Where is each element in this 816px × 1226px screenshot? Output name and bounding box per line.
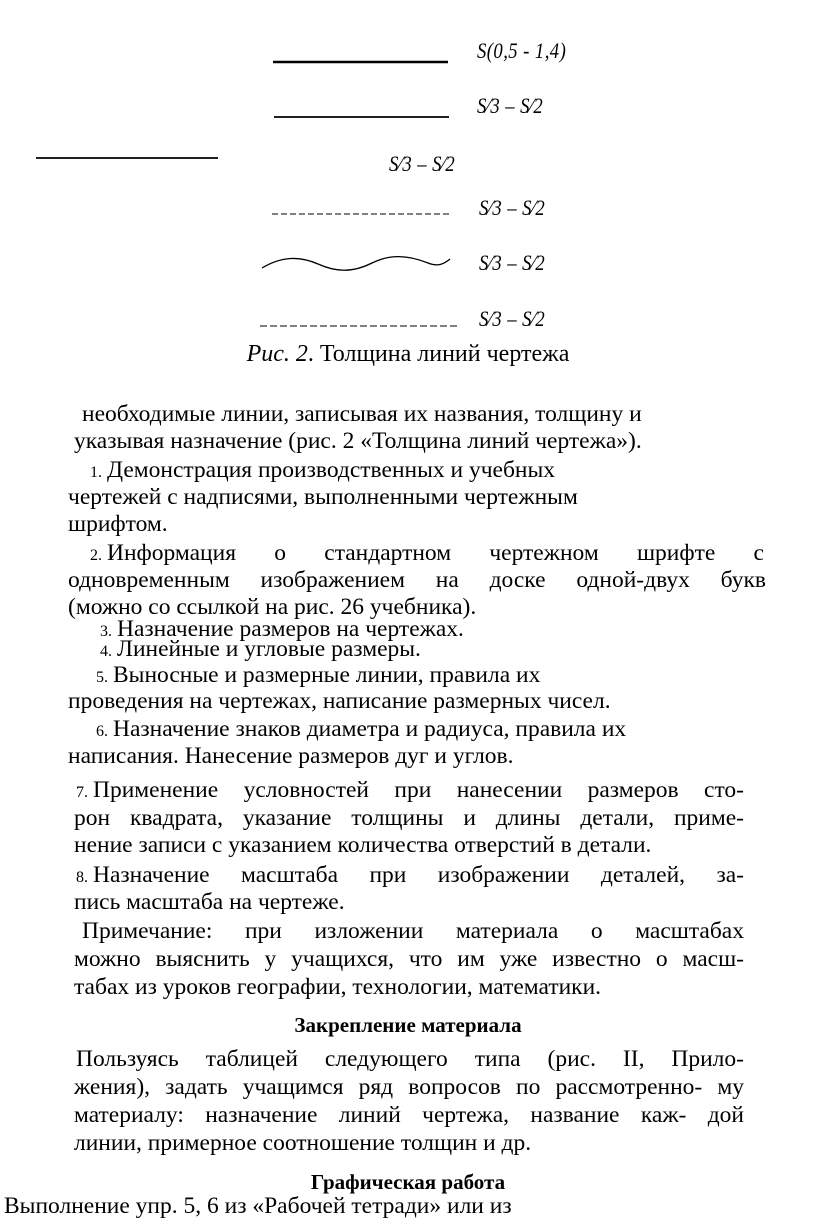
list-item-4: [100, 636, 421, 665]
section-heading-consolidation: Закрепление материала: [294, 1013, 522, 1037]
intro-line-1: необходимые линии, записывая их названия, толщину и: [82, 401, 642, 427]
item-2-line-2: одновременным изображением на доске одной-двух букв: [68, 567, 766, 593]
item-1-line-2: чертежей с надписями, выполненными чертежным: [68, 484, 578, 510]
item-7-line-2: рон квадрата, указание толщины и длины детали, приме-: [74, 805, 744, 831]
note-line-1: Примечание: при изложении материала о масштабах: [82, 918, 744, 944]
intro-line-2: указывая назначение (рис. 2 «Толщина линий чертежа»).: [74, 428, 642, 454]
figure-caption: [0, 341, 816, 368]
item-number: 4.: [100, 643, 112, 660]
list-item-5: [96, 662, 540, 691]
item-number: 2.: [90, 547, 102, 564]
item-8-line-2: пись масштаба на чертеже.: [74, 889, 345, 915]
item-number: 5.: [96, 669, 108, 686]
section2-line-1: Выполнение упр. 5, 6 из «Рабочей тетради» или из: [4, 1193, 512, 1219]
list-item-7: [76, 777, 744, 806]
item-5-line-2: проведения на чертежах, написание размерных чисел.: [68, 688, 611, 714]
note-line-3: табах из уроков географии, технологии, математики.: [74, 974, 602, 1000]
item-text: Выносные и размерные линии, правила их: [113, 662, 541, 688]
list-item-8: [76, 862, 744, 891]
caption-prefix: Рис. 2: [246, 341, 308, 367]
label-solid-thick: S(0,5 - 1,4): [477, 38, 567, 63]
item-text: Применение условностей при нанесении размеров сто-: [93, 777, 744, 803]
caption-text: . Толщина линий чертежа: [307, 341, 570, 367]
list-item-1: [90, 457, 555, 486]
label-dash-dot: S⁄3 – S⁄2: [479, 306, 546, 331]
section1-line-1: Пользуясь таблицей следующего типа (рис. II, Прило-: [76, 1046, 744, 1072]
label-solid-thin: S⁄3 – S⁄2: [477, 93, 544, 118]
list-item-6: [96, 716, 626, 745]
section-heading-graphic-work: Графическая работа: [310, 1170, 506, 1194]
item-number: 6.: [96, 723, 108, 740]
item-number: 8.: [76, 869, 88, 886]
label-dashed: S⁄3 – S⁄2: [479, 195, 546, 220]
item-text: Демонстрация производственных и учебных: [107, 457, 556, 483]
section1-line-3: материалу: назначение линий чертежа, название каж- дой: [74, 1102, 744, 1128]
item-1-line-3: шрифтом.: [68, 511, 168, 537]
item-number: 3.: [100, 623, 112, 640]
section1-line-2: жения), задать учащимся ряд вопросов по рассмотренно- му: [74, 1074, 744, 1100]
item-text: Линейные и угловые размеры.: [117, 636, 421, 662]
label-solid-thin-2: S⁄3 – S⁄2: [389, 151, 456, 176]
list-item-2: [90, 540, 764, 569]
item-7-line-3: нение записи с указанием количества отверстий в детали.: [74, 832, 652, 858]
label-wavy: S⁄3 – S⁄2: [479, 250, 546, 275]
wavy-line: [262, 257, 450, 271]
item-text: Назначение размеров на чертежах.: [117, 616, 464, 642]
item-number: 7.: [76, 784, 88, 801]
section1-line-4: линии, примерное соотношение толщин и др.: [74, 1130, 532, 1156]
item-text: Информация о стандартном чертежном шрифте с: [107, 540, 764, 566]
item-text: Назначение знаков диаметра и радиуса, правила их: [113, 716, 627, 742]
item-6-line-2: написания. Нанесение размеров дуг и углов.: [68, 743, 514, 769]
note-line-2: можно выяснить у учащихся, что им уже известно о масш-: [74, 946, 744, 972]
item-text: Назначение масштаба при изображении деталей, за-: [93, 862, 744, 888]
item-2-line-3: (можно со ссылкой на рис. 26 учебника).: [68, 594, 477, 620]
item-number: 1.: [90, 464, 102, 481]
